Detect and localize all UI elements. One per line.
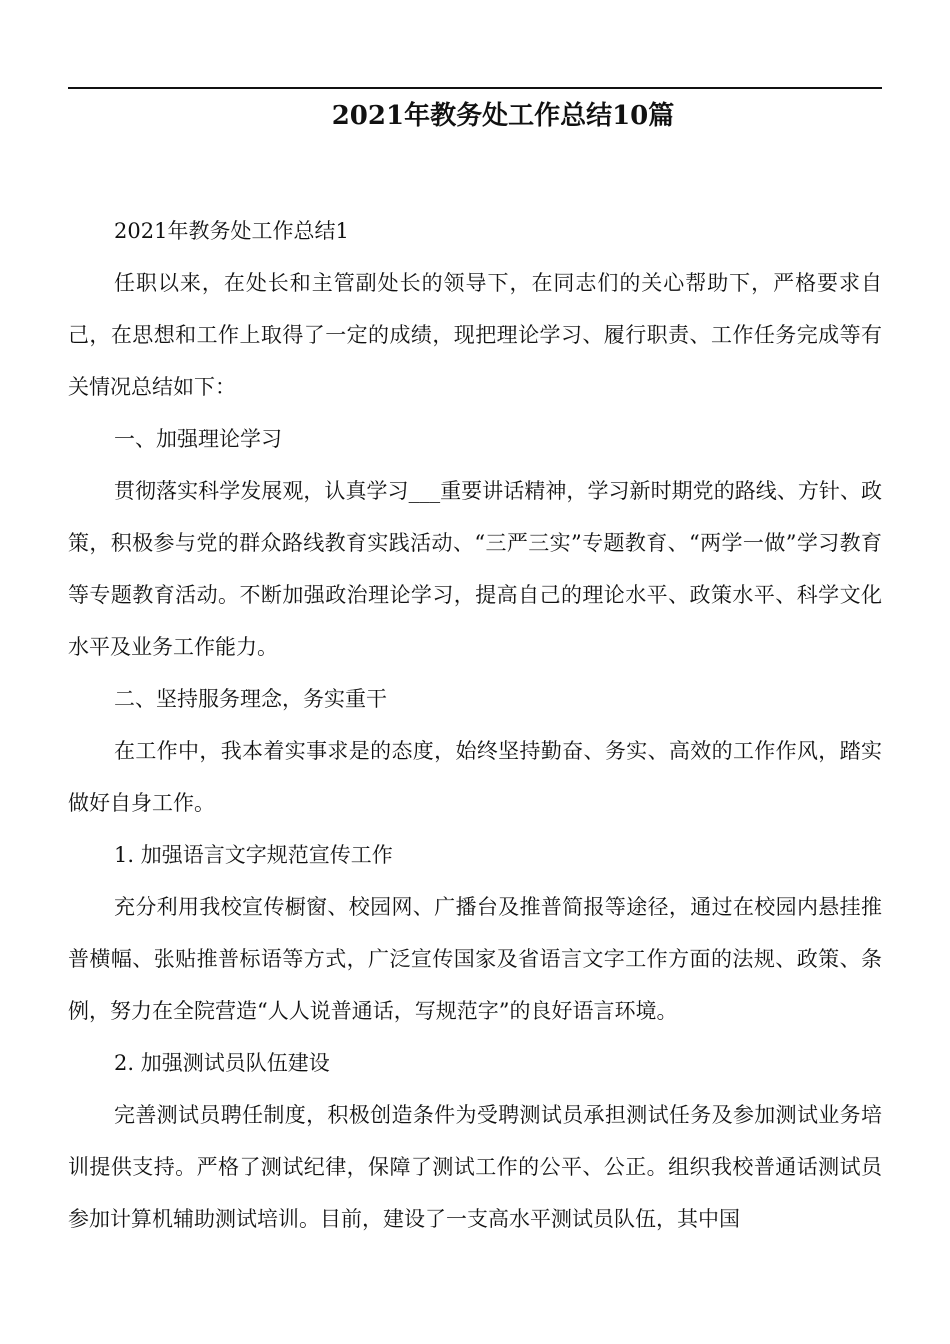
- section-heading: 一、加强理论学习: [114, 427, 282, 451]
- subsection-heading: 1. 加强语言文字规范宣传工作: [114, 843, 393, 867]
- subsection-heading: 2. 加强测试员队伍建设: [114, 1051, 330, 1075]
- body-paragraph: 任职以来，在处长和主管副处长的领导下，在同志们的关心帮助下，严格要求自己，在思想和工作上取得了一定的成绩，现把理论学习、履行职责、工作任务完成等有关情况总结如下：: [68, 271, 882, 399]
- body-paragraph: 完善测试员聘任制度，积极创造条件为受聘测试员承担测试任务及参加测试业务培训提供支持。严格了测试纪律，保障了测试工作的公平、公正。组织我校普通话测试员参加计算机辅助测试培训。目前，建设了一支高水平测试员队伍，其中国: [68, 1103, 882, 1231]
- section-heading: 二、坚持服务理念，务实重干: [114, 687, 387, 711]
- section-heading: 2021年教务处工作总结1: [114, 219, 349, 243]
- document-body: [68, 205, 882, 1245]
- document-title: 2021年教务处工作总结10篇: [331, 101, 675, 131]
- body-paragraph: 在工作中，我本着实事求是的态度，始终坚持勤奋、务实、高效的工作作风，踏实做好自身工作。: [68, 739, 882, 815]
- body-paragraph: 充分利用我校宣传橱窗、校园网、广播台及推普简报等途径，通过在校园内悬挂推普横幅、张贴推普标语等方式，广泛宣传国家及省语言文字工作方面的法规、政策、条例，努力在全院营造“人人说普通话，写规范字”的良好语言环境。: [68, 895, 882, 1023]
- body-paragraph: 贯彻落实科学发展观，认真学习___重要讲话精神，学习新时期党的路线、方针、政策，积极参与党的群众路线教育实践活动、“三严三实”专题教育、“两学一做”学习教育等专题教育活动。不断加强政治理论学习，提高自己的理论水平、政策水平、科学文化水平及业务工作能力。: [68, 479, 882, 659]
- header-rule: [68, 87, 882, 89]
